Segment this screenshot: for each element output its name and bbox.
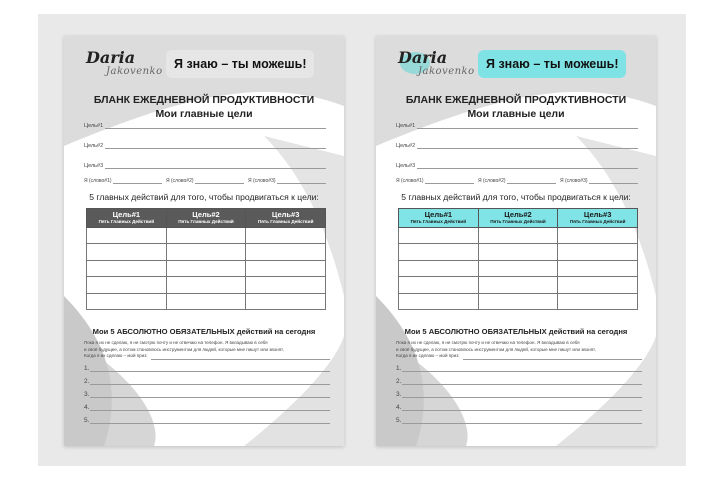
table-row xyxy=(87,244,326,260)
table-row xyxy=(399,244,638,260)
goal-1-label: Цель#1 xyxy=(84,123,104,129)
word-1-field[interactable] xyxy=(396,177,474,184)
table-cell[interactable] xyxy=(246,277,326,293)
motto-banner: Я знаю – ты можешь! xyxy=(478,50,626,78)
word-2-label: Я (слово#2) xyxy=(166,178,194,184)
form-title: БЛАНК ЕЖЕДНЕВНОЙ ПРОДУКТИВНОСТИ xyxy=(93,94,315,106)
table-row xyxy=(87,277,326,293)
table-cell[interactable] xyxy=(166,244,246,260)
table-row xyxy=(399,228,638,244)
logo-surname: Jakovenko xyxy=(106,66,163,77)
table-cell[interactable] xyxy=(558,293,638,309)
table-cell[interactable] xyxy=(87,260,167,276)
table-cell[interactable] xyxy=(399,260,479,276)
table-cell[interactable] xyxy=(558,228,638,244)
logo-name: Daria xyxy=(398,48,448,67)
table-row xyxy=(399,277,638,293)
brand-logo xyxy=(84,44,162,90)
table-cell[interactable] xyxy=(87,293,167,309)
table-cell[interactable] xyxy=(166,228,246,244)
table-cell[interactable] xyxy=(246,244,326,260)
table-cell[interactable] xyxy=(478,277,558,293)
pledge-text xyxy=(396,340,642,360)
words-row xyxy=(396,177,638,184)
table-cell[interactable] xyxy=(87,244,167,260)
must-do-heading: Мои 5 АБСОЛЮТНО ОБЯЗАТЕЛЬНЫХ действий на сегодня xyxy=(404,327,628,336)
column-header-goal-1: Цель#1 Пять Главных Действий xyxy=(87,209,167,228)
table-row xyxy=(87,260,326,276)
prize-label: Когда я их сделаю – мой приз: xyxy=(396,353,460,359)
actions-heading: 5 главных действий для того, чтобы продвигаться к цели: xyxy=(89,192,319,202)
table-cell[interactable] xyxy=(87,228,167,244)
table-cell[interactable] xyxy=(478,244,558,260)
goal-3-field[interactable] xyxy=(84,162,326,169)
goal-1-label: Цель#1 xyxy=(396,123,416,129)
worksheet-turquoise xyxy=(376,36,656,446)
logo-name: Daria xyxy=(86,48,136,67)
table-cell[interactable] xyxy=(87,277,167,293)
actions-table xyxy=(398,208,638,310)
goal-1-field[interactable] xyxy=(84,122,326,129)
table-cell[interactable] xyxy=(478,228,558,244)
table-cell[interactable] xyxy=(478,293,558,309)
must-do-line-3[interactable]: 3. xyxy=(84,390,330,398)
table-row xyxy=(399,260,638,276)
form-subtitle: Мои главные цели xyxy=(155,108,253,120)
must-do-line-2[interactable]: 2. xyxy=(84,377,330,385)
pledge-text xyxy=(84,340,330,360)
must-do-line-3[interactable]: 3. xyxy=(396,390,642,398)
table-row xyxy=(399,293,638,309)
word-3-label: Я (слово#3) xyxy=(560,178,588,184)
column-header-goal-3: Цель#3 Пять Главных Действий xyxy=(558,209,638,228)
table-cell[interactable] xyxy=(246,260,326,276)
actions-table xyxy=(86,208,326,310)
pledge-line-1: Пока я их не сделаю, я не смотрю почту и не отвечаю на телефон. Я вкладываю в себя xyxy=(84,340,268,345)
must-do-line-4[interactable]: 4. xyxy=(84,403,330,411)
table-row xyxy=(87,228,326,244)
goal-2-label: Цель#2 xyxy=(396,143,416,149)
prize-field[interactable] xyxy=(396,353,642,360)
word-1-field[interactable] xyxy=(84,177,162,184)
motto-banner: Я знаю – ты можешь! xyxy=(166,50,314,78)
column-header-goal-3: Цель#3 Пять Главных Действий xyxy=(246,209,326,228)
must-do-line-2[interactable]: 2. xyxy=(396,377,642,385)
table-cell[interactable] xyxy=(558,260,638,276)
table-cell[interactable] xyxy=(558,244,638,260)
word-1-label: Я (слово#1) xyxy=(396,178,424,184)
must-do-line-1[interactable]: 1. xyxy=(396,364,642,372)
must-do-heading: Мои 5 АБСОЛЮТНО ОБЯЗАТЕЛЬНЫХ действий на сегодня xyxy=(92,327,316,336)
goal-3-field[interactable] xyxy=(396,162,638,169)
brand-logo xyxy=(396,44,474,90)
goal-2-label: Цель#2 xyxy=(84,143,104,149)
must-do-line-4[interactable]: 4. xyxy=(396,403,642,411)
must-do-line-5[interactable]: 5. xyxy=(396,416,642,424)
goal-2-field[interactable] xyxy=(396,142,638,149)
goal-1-field[interactable] xyxy=(396,122,638,129)
pledge-line-2: и своё будущее, а потом становлюсь инструментом для людей, которые мне пишут или звонят. xyxy=(396,346,596,352)
word-3-field[interactable] xyxy=(560,177,638,184)
word-2-label: Я (слово#2) xyxy=(478,178,506,184)
table-cell[interactable] xyxy=(399,293,479,309)
must-do-line-1[interactable]: 1. xyxy=(84,364,330,372)
table-cell[interactable] xyxy=(246,228,326,244)
form-subtitle: Мои главные цели xyxy=(467,108,565,120)
goal-3-label: Цель#3 xyxy=(396,163,416,169)
word-3-label: Я (слово#3) xyxy=(248,178,276,184)
must-do-line-5[interactable]: 5. xyxy=(84,416,330,424)
table-cell[interactable] xyxy=(246,293,326,309)
table-cell[interactable] xyxy=(399,228,479,244)
table-cell[interactable] xyxy=(166,260,246,276)
word-3-field[interactable] xyxy=(248,177,326,184)
actions-heading: 5 главных действий для того, чтобы продвигаться к цели: xyxy=(401,192,631,202)
table-cell[interactable] xyxy=(478,260,558,276)
word-2-field[interactable] xyxy=(478,177,556,184)
column-header-goal-1: Цель#1 Пять Главных Действий xyxy=(399,209,479,228)
word-1-label: Я (слово#1) xyxy=(84,178,112,184)
prize-field[interactable] xyxy=(84,353,330,360)
prize-label: Когда я их сделаю – мой приз: xyxy=(84,353,148,359)
table-cell[interactable] xyxy=(558,277,638,293)
column-header-goal-2: Цель#2 Пять Главных Действий xyxy=(166,209,246,228)
table-row xyxy=(87,293,326,309)
word-2-field[interactable] xyxy=(166,177,244,184)
pledge-line-1: Пока я их не сделаю, я не смотрю почту и не отвечаю на телефон. Я вкладываю в себя xyxy=(396,340,580,345)
words-row xyxy=(84,177,326,184)
table-cell[interactable] xyxy=(166,277,246,293)
pledge-line-2: и своё будущее, а потом становлюсь инструментом для людей, которые мне пишут или звонят. xyxy=(84,346,284,352)
table-cell[interactable] xyxy=(399,244,479,260)
goal-2-field[interactable] xyxy=(84,142,326,149)
form-title: БЛАНК ЕЖЕДНЕВНОЙ ПРОДУКТИВНОСТИ xyxy=(405,94,627,106)
table-cell[interactable] xyxy=(166,293,246,309)
column-header-goal-2: Цель#2 Пять Главных Действий xyxy=(478,209,558,228)
table-cell[interactable] xyxy=(399,277,479,293)
worksheet-grey xyxy=(64,36,344,446)
goal-3-label: Цель#3 xyxy=(84,163,104,169)
logo-surname: Jakovenko xyxy=(418,66,475,77)
